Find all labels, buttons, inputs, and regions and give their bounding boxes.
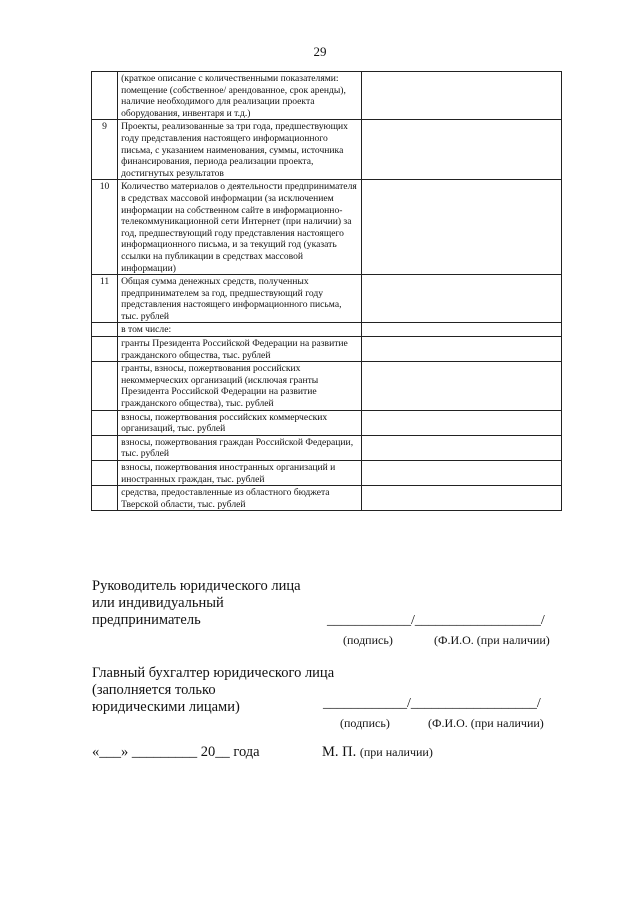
row-number-cell	[92, 410, 118, 435]
head-signature-label	[92, 578, 301, 629]
stamp-abbrev: М. П.	[322, 744, 357, 760]
row-value-cell[interactable]	[362, 362, 562, 410]
head-label-line2: или индивидуальный	[92, 595, 224, 611]
row-number-cell	[92, 461, 118, 486]
accountant-label-line2: (заполняется только	[92, 682, 216, 698]
info-table	[91, 71, 562, 511]
row-value-cell[interactable]	[362, 410, 562, 435]
row-value-cell[interactable]	[362, 275, 562, 323]
row-number-cell: 11	[92, 275, 118, 323]
row-description-cell: гранты, взносы, пожертвования российских некоммерческих организаций (исключая гранты Президента Российской Федерации на развитие гражданского общества), тыс. рублей	[118, 362, 362, 410]
head-label-line3: предприниматель	[92, 612, 201, 628]
table-row	[92, 323, 562, 337]
row-value-cell[interactable]	[362, 180, 562, 275]
row-value-cell[interactable]	[362, 120, 562, 180]
row-description-cell: Общая сумма денежных средств, полученных предпринимателем за год, предшествующий году представления настоящего информационного письма, тыс. рублей	[118, 275, 362, 323]
row-number-cell: 9	[92, 120, 118, 180]
row-value-cell[interactable]	[362, 323, 562, 337]
row-description-cell: взносы, пожертвования российских коммерческих организаций, тыс. рублей	[118, 410, 362, 435]
table-row	[92, 275, 562, 323]
accountant-caption-signature: (подпись)	[340, 716, 390, 730]
row-number-cell	[92, 337, 118, 362]
row-value-cell[interactable]	[362, 337, 562, 362]
stamp-note: (при наличии)	[359, 745, 433, 759]
table-row	[92, 180, 562, 275]
table-row	[92, 461, 562, 486]
head-label-line1: Руководитель юридического лица	[92, 578, 301, 594]
row-number-cell	[92, 362, 118, 410]
accountant-signature-line[interactable]: ____________/__________________/	[323, 696, 541, 711]
row-value-cell[interactable]	[362, 461, 562, 486]
table-row	[92, 435, 562, 460]
head-signature-line[interactable]: ____________/__________________/	[327, 613, 545, 628]
info-table-body	[92, 72, 562, 511]
table-row	[92, 337, 562, 362]
row-value-cell[interactable]	[362, 435, 562, 460]
row-number-cell: 10	[92, 180, 118, 275]
table-row	[92, 362, 562, 410]
accountant-signature-label	[92, 665, 334, 716]
row-number-cell	[92, 323, 118, 337]
head-caption-signature: (подпись)	[343, 633, 393, 647]
row-number-cell	[92, 486, 118, 511]
row-description-cell: взносы, пожертвования иностранных организаций и иностранных граждан, тыс. рублей	[118, 461, 362, 486]
accountant-label-line3: юридическими лицами)	[92, 699, 240, 715]
page-number: 29	[313, 44, 327, 59]
row-description-cell: (краткое описание с количественными показателями: помещение (собственное/ арендованное, срок аренды), наличие необходимого для реализации проекта оборудования, инвентаря и т.д.)	[118, 72, 362, 120]
stamp-label	[322, 744, 433, 761]
row-number-cell	[92, 435, 118, 460]
row-value-cell[interactable]	[362, 486, 562, 511]
head-caption-name: (Ф.И.О. (при наличии)	[434, 633, 550, 647]
table-row	[92, 120, 562, 180]
table-row	[92, 410, 562, 435]
accountant-label-line1: Главный бухгалтер юридического лица	[92, 665, 335, 681]
date-line[interactable]: «___» _________ 20__ года	[92, 744, 260, 760]
table-row	[92, 72, 562, 120]
row-description-cell: Количество материалов о деятельности предпринимателя в средствах массовой информации (за исключением информации на собственном сайте в информационно-телекоммуникационной сети Интернет (при наличии) за год, предшествующий году представления настоящего информационного письма, и за текущий год (указать ссылки на публикации в средствах массовой информации)	[118, 180, 362, 275]
row-description-cell: в том числе:	[118, 323, 362, 337]
row-number-cell	[92, 72, 118, 120]
accountant-caption-name: (Ф.И.О. (при наличии)	[428, 716, 544, 730]
row-value-cell[interactable]	[362, 72, 562, 120]
row-description-cell: Проекты, реализованные за три года, предшествующих году представления настоящего информационного письма, с указанием наименования, суммы, источника финансирования, периода реализации проекта, достигнутых результатов	[118, 120, 362, 180]
table-row	[92, 486, 562, 511]
row-description-cell: средства, предоставленные из областного бюджета Тверской области, тыс. рублей	[118, 486, 362, 511]
row-description-cell: гранты Президента Российской Федерации на развитие гражданского общества, тыс. рублей	[118, 337, 362, 362]
row-description-cell: взносы, пожертвования граждан Российской Федерации, тыс. рублей	[118, 435, 362, 460]
